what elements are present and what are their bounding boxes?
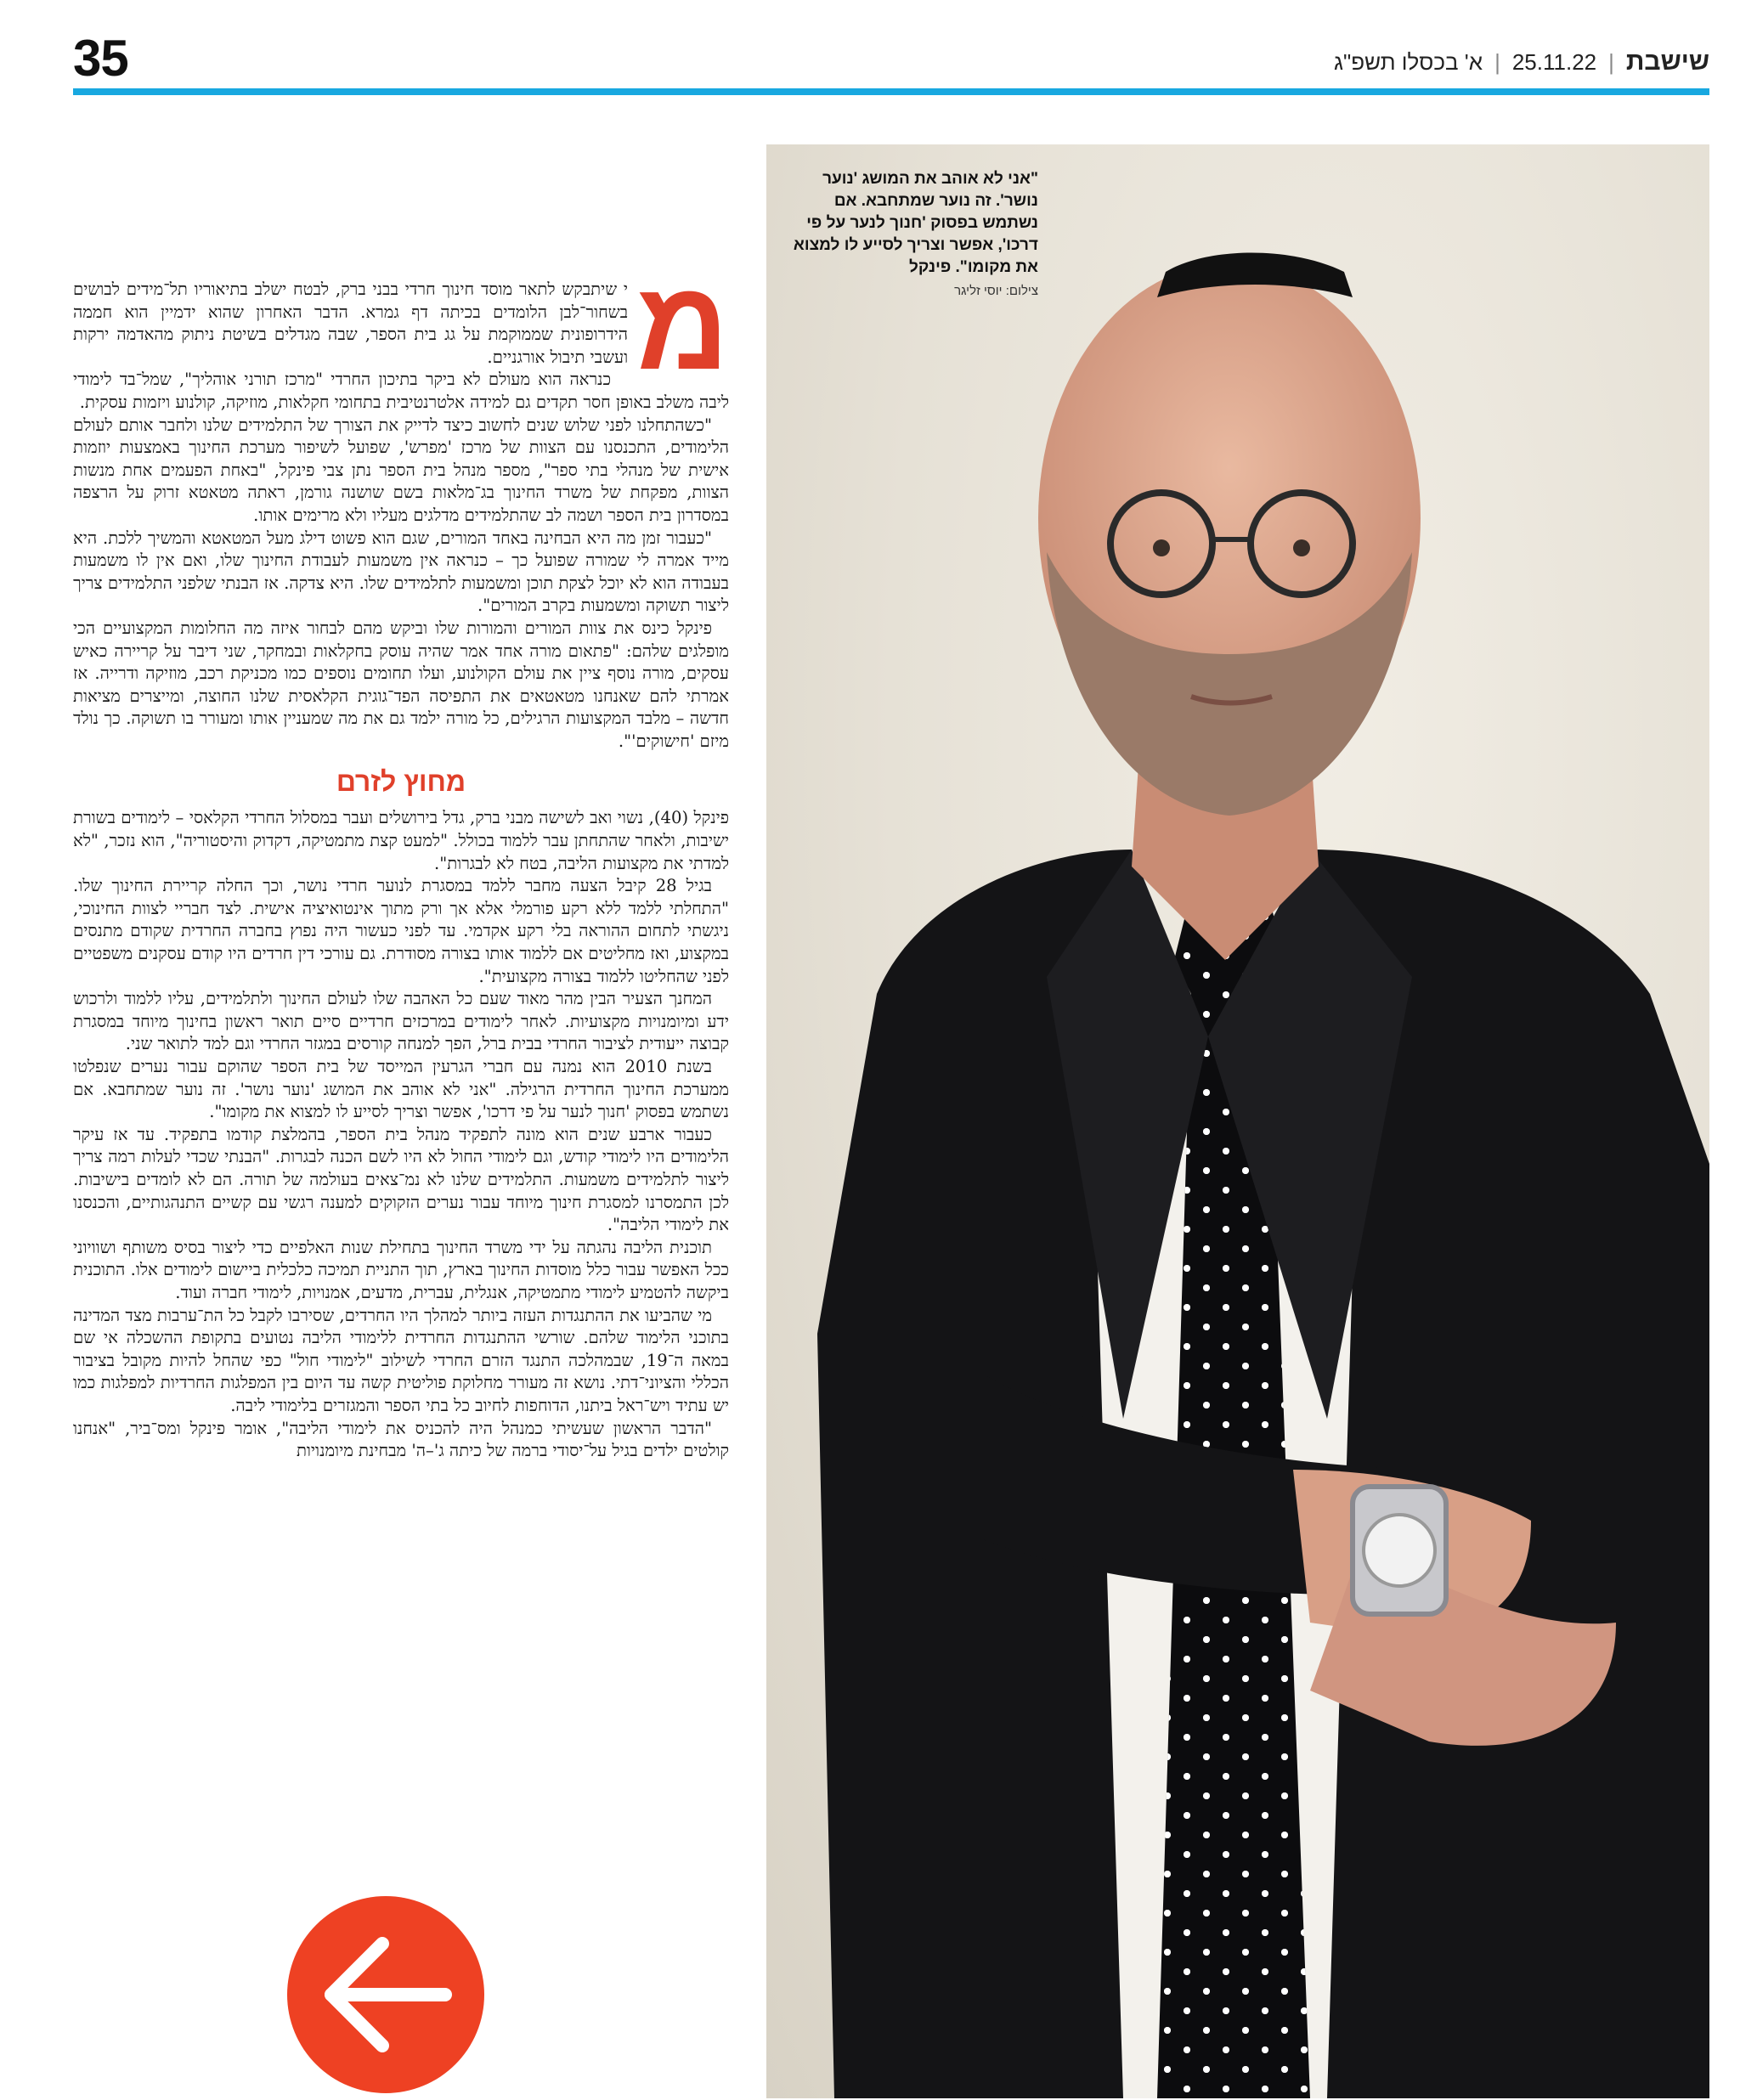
arrow-left-icon xyxy=(287,1896,484,2093)
article-paragraph: מי שהביעו את ההתנגדות העזה ביותר למהלך היו החרדים, שסירבו לקבל כל הת־ערבות מצד המדינה בתוכני הלימוד שלהם. שורשי ההתנגדות החרדית ללימודי הליבה נטועים בתקופת ההשכלה אי שם במאה ה־19, שבמהלכה התנגד הזרם החרדי לשילוב "לימודי חול" כפי שהחל להיות מקובל בציבור הכללי והציוני־דתי. נושא זה מעורר מחלוקת פוליטית קשה עד היום בין המפלגות החרדיות למפלגות כמו יש עתיד ויש־ראל ביתנו, הדוחפות לחיוב כל בתי הספר והמגזרים בלימודי ליבה. xyxy=(73,1305,729,1415)
header-separator: | xyxy=(1608,49,1614,75)
article-paragraph: "כעבור זמן מה היא הבחינה באחד המורים, שגם הוא פשוט דילג מעל המטאטא והמשיך ללכת. היא מייד אמרה לי שמורה שפועל כך – כנראה אין משמעות לעבודת החינוך שלו, ואם אין לו משמעות בעבודה הוא לא יוכל לצקת תוכן ומשמעות לתלמידים שלו. היא צדקה. אז הבנתי שלפני התלמידים צריך ליצור תשוקה ומשמעות בקרב המורים". xyxy=(73,528,729,616)
article-paragraph: "הדבר הראשון שעשיתי כמנהל היה להכניס את לימודי הליבה", אומר פינקל ומס־ביר, "אנחנו קולטים ילדים בגיל על־יסודי ברמה של כיתה ג'–ה' מבחינת מיומנויות xyxy=(73,1418,729,1461)
article-paragraph: י שיתבקש לתאר מוסד חינוך חרדי בבני ברק, לבטח ישלב בתיאוריו תל־מידים לבושים בשחור־לבן הלומדים בכיתה דף גמרא. הדבר האחרון שהוא ידמיין הוא חממה הידרופונית שממוקמת על גג בית הספר, שבה מגדלים בשיטת ניתוק מהאדמה ירקות ועשבי תיבול אורגניים. xyxy=(73,279,629,367)
article-paragraph: בשנת 2010 הוא נמנה עם חברי הגרעין המייסד של בית הספר שהוקם עבור נערים שנפלטו ממערכת החינוך החרדית הרגילה. "אני לא אוהב את המושג 'נוער נושר'. זה נוער שמתחבא. אם נשתמש בפסוק 'חנוך לנער על פי דרכו', אפשר וצריך לסייע לו למצוא את מקומו". xyxy=(73,1057,729,1122)
article-paragraph: "כשהתחלנו לפני שלוש שנים לחשוב כיצד לדייק את הצורך של התלמידים שלנו ולחבר אותם לעולם הלימודים, התכנסנו עם הצוות של מרכז 'מפרש', שפועל לשיפור מערכת החינוך באמצעות יוזמות אישית של מנהלי בתי ספר", מספר מנהל בית הספר נתן צבי פינקל, "באחת הפעמים אחת מנשות הצוות, מפקחת של משרד החינוך בג־מלאות בשם שושנה גורמן, ראתה מטאטא זרוק על הרצפה במסדרון בית הספר ושמה לב שהתלמידים מדלגים מעליו ולא מרימים אותו. xyxy=(73,415,729,525)
caption-text: "אני לא אוהב את המושג 'נוער נושר'. זה נוער שמתחבא. אם נשתמש בפסוק 'חנוך לנער על פי דרכו', אפשר וצריך לסייע לו למצוא את מקומו". פינקל xyxy=(793,170,1038,276)
page-header xyxy=(73,30,1709,87)
article-paragraph: תוכנית הליבה נהגתה על ידי משרד החינוך בתחילת שנות האלפיים כדי ליצור בסיס משותף ושוויוני ככל האפשר עבור כלל מוסדות החינוך בארץ, תוך התניית תמיכה כלכלית ביישום לימודים אלו. התוכנית ביקשה להטמיע לימודי מתמטיקה, אנגלית, עברית, מדעים, אמנויות, לימודי חברה ועוד. xyxy=(73,1237,729,1302)
article-paragraph: המחנך הצעיר הבין מהר מאוד שעם כל האהבה שלו לעולם החינוך ולתלמידים, עליו ללמוד ולרכוש ידע ומיומנויות מקצועיות. לאחר לימודים במרכזים חרדיים סיים תואר ראשון בחינוך מיוחד במסגרת קבוצה ייעודית לציבור החרדי בבית ברל, הפך למנחה קורסים במגזר החרדי וגם למד לתואר שני. xyxy=(73,989,729,1054)
gregorian-date: 25.11.22 xyxy=(1511,49,1597,75)
next-page-button[interactable] xyxy=(287,1896,484,2093)
section-subhead: מחוץ לזרם xyxy=(336,766,466,798)
publication-name: שישבת xyxy=(1625,48,1709,76)
article-paragraph: כעבור ארבע שנים הוא מונה לתפקיד מנהל בית הספר, בהמלצת קודמו בתפקיד. עד אז עיקר הלימודים היו לימודי קודש, וגם לימודי החול לא היו לשם הכנה לבגרות. "הבנתי שכדי לעלות רמה צריך ליצור לתלמידים משמעות. התלמידים שלנו לא נמ־צאים בעולמה של תורה. הם לא לומדים בישיבות. לכן התמסרנו למסגרת חינוך מיוחד עבור נערים הזקוקים למענה רגשי עם קשיים התנהגותיים, והכנסנו את לימודי הליבה". xyxy=(73,1124,729,1235)
article-paragraph: בגיל 28 קיבל הצעה מחבר ללמד במסגרת לנוער חרדי נושר, וכך החלה קריירת החינוך שלו. "התחלתי ללמד ללא רקע פורמלי אלא אך ורק מתוך אינטואיציה אישית. לצד חבריי לצוות החינוכי, ניגשתי לתחום ההוראה בלי רקע אקדמי. עד לפני כעשור היה נפוץ בחברה החרדית שקודם מתנסים במקצוע, ואז מחליטים אם ללמוד אותו בצורה מסודרת. גם עורכי דין חרדים היו קודם עסקנים משפטיים לפני שהחליטו ללמוד בצורה מקצועית". xyxy=(73,876,729,986)
portrait-photo xyxy=(766,144,1709,2098)
portrait-illustration xyxy=(766,144,1709,2098)
article-body xyxy=(73,253,729,1463)
header-meta xyxy=(1334,48,1709,76)
header-separator: | xyxy=(1494,49,1500,75)
header-rule xyxy=(73,88,1709,95)
article-paragraph: פינקל כינס את צוות המורים והמורות שלו וביקש מהם לבחור איזה מה החלומות המקצועיים הכי מופלגים שלהם: "פתאום מורה אחד אמר שהיה עוסק בחקלאות ובמחקר, שני דיבר על קריירה כאיש עסקים, מורה נוסף ציין את עולם הקולנוע, ועלו תחומים נוספים כמו מכניקת רכב, מוזיקה ודרייה. אז אמרתי להם שאנחנו מטאטאים את התפיסה הפד־גוגית הקלאסית שלנו החוצה, ומייצרים מציאות חדשה – מלבד המקצועות הרגילים, כל מורה ילמד גם את מה שמעניין אותו ומעורר בו תשוקה. כך נולד מיזם 'חישוקים'". xyxy=(73,618,729,751)
page-number: 35 xyxy=(73,30,128,87)
article-paragraph: כנראה הוא מעולם לא ביקר בתיכון החרדי "מרכז תורני אוהליך", שמל־בד לימודי ליבה משלב באופן חסר תקדים גם למידה אלטרנטיבית בתחומי חקלאות, מוזיקה, קולנוע ויזמות עסקית. xyxy=(73,370,729,412)
photo-credit: צילום: יוסי זליגר xyxy=(954,284,1038,298)
drop-cap: מ xyxy=(636,253,729,396)
article-paragraph: פינקל (40), נשוי ואב לשישה מבני ברק, גדל בירושלים ועבר במסלול החרדי הקלאסי – לימודים בשורת ישיבות, ולאחר שהתחתן עבר ללמוד בכולל. "למעט קצת מתמטיקה, דקדוק והיסטוריה", הוא נזכר, "לא למדתי את מקצועות הליבה, בטח לא לבגרות". xyxy=(73,808,729,873)
hebrew-date: א' בכסלו תשפ"ג xyxy=(1334,49,1483,75)
photo-caption xyxy=(783,168,1038,298)
